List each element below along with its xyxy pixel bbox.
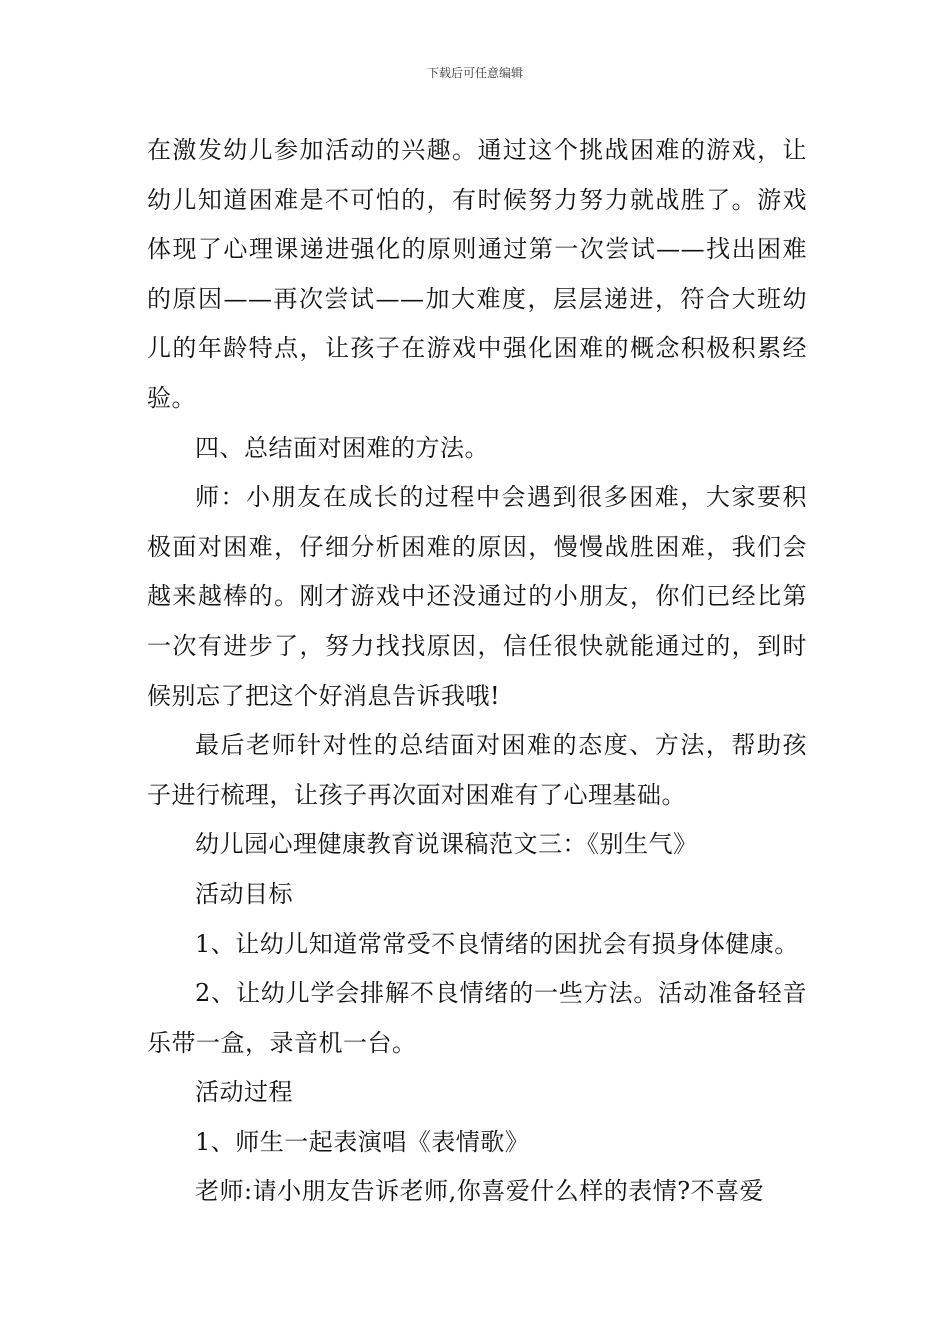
paragraph-teacher-question: 老师:请小朋友告诉老师,你喜爱什么样的表情?不喜爱 [195, 1177, 765, 1206]
paragraph-continuation: 在激发幼儿参加活动的兴趣。通过这个挑战困难的游戏，让幼儿知道困难是不可怕的，有时候努力努力就战胜了。游戏体现了心理课递进强化的原则通过第一次尝试——找出困难的原因——再次尝试——加大难度，层层递进，符合大班幼儿的年龄特点，让孩子在游戏中强化困难的概念积极积累经验。 [147, 136, 807, 412]
heading-activity-process: 活动过程 [195, 1078, 293, 1107]
heading-activity-goals: 活动目标 [195, 879, 293, 908]
section-heading-summary: 四、总结面对困难的方法。 [195, 433, 489, 462]
document-body [147, 126, 807, 1217]
paragraph-teacher-speech: 师：小朋友在成长的过程中会遇到很多困难，大家要积极面对困难，仔细分析困难的原因，慢慢战胜困难，我们会越来越棒的。刚才游戏中还没通过的小朋友，你们已经比第一次有进步了，努力找找原因，信任很快就能通过的，到时候别忘了把这个好消息告诉我哦! [147, 483, 807, 710]
page-header: 下载后可任意编辑 [426, 66, 523, 80]
section-title-sample-three: 幼儿园心理健康教育说课稿范文三：《别生气》 [195, 830, 698, 859]
goal-item-1: 1、让幼儿知道常常受不良情绪的困扰会有损身体健康。 [195, 929, 799, 958]
goal-item-2: 2、让幼儿学会排解不良情绪的一些方法。活动准备轻音乐带一盒，录音机一台。 [147, 979, 807, 1057]
process-step-1: 1、师生一起表演唱《表情歌》 [195, 1127, 530, 1156]
paragraph-teacher-summary: 最后老师针对性的总结面对困难的态度、方法，帮助孩子进行梳理，让孩子再次面对困难有了心理基础。 [147, 731, 807, 809]
